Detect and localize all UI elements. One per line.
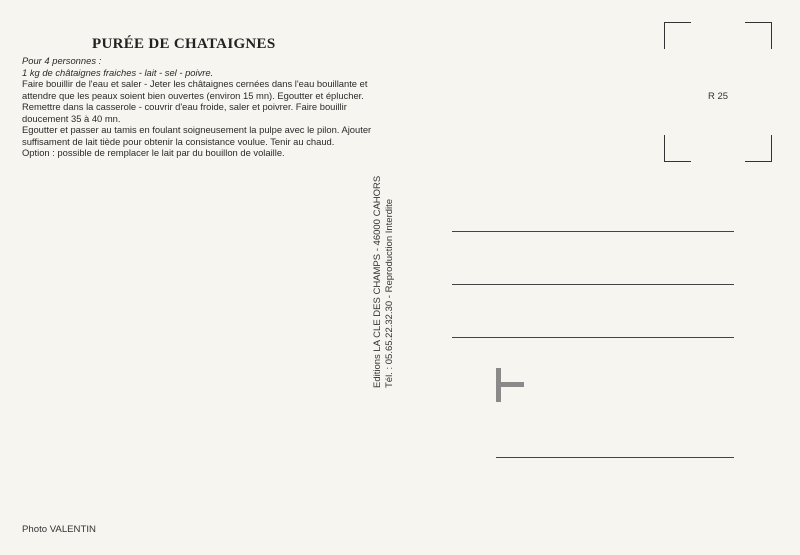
address-line bbox=[452, 337, 734, 338]
stamp-corner-mark bbox=[745, 22, 772, 49]
recipe-line: 1 kg de châtaignes fraiches - lait - sel - poivre. bbox=[22, 66, 214, 78]
stamp-reference: R 25 bbox=[708, 91, 729, 102]
stamp-corner-mark bbox=[664, 135, 691, 162]
publisher-line-2: Tél. : 05.65.22.32.30 - Reproduction Interdite bbox=[384, 198, 395, 388]
recipe-line: Remettre dans la casserole - couvrir d'eau froide, saler et poivrer. Faire bouillir doucement 35 à 40 mn. bbox=[22, 101, 347, 124]
recipe-title: PURÉE DE CHATAIGNES bbox=[92, 36, 276, 52]
publisher-line-1: Editions LA CLE DES CHAMPS - 46000 CAHORS bbox=[372, 175, 383, 388]
recipe-line: Option : possible de remplacer le lait par du bouillon de volaille. bbox=[22, 147, 285, 158]
postal-code-mark-icon bbox=[496, 368, 524, 402]
address-line bbox=[452, 284, 734, 285]
address-line bbox=[496, 457, 734, 458]
photo-credit: Photo VALENTIN bbox=[22, 524, 96, 535]
recipe-line: Egoutter et passer au tamis en foulant soigneusement la pulpe avec le pilon. Ajouter suffisament de lait tiède pour obtenir la consistance voulue. Tenir au chaud. bbox=[22, 124, 372, 147]
stamp-corner-mark bbox=[664, 22, 691, 49]
address-line bbox=[452, 231, 734, 232]
recipe-body bbox=[22, 55, 382, 159]
publisher-info bbox=[372, 128, 408, 388]
recipe-line: Pour 4 personnes : bbox=[22, 55, 102, 66]
stamp-corner-mark bbox=[745, 135, 772, 162]
recipe-line: Faire bouillir de l'eau et saler - Jeter les châtaignes cernées dans l'eau bouillante et attendre que les peaux soient bien ouvertes (environ 15 mn). Egoutter et éplucher. bbox=[22, 78, 368, 101]
